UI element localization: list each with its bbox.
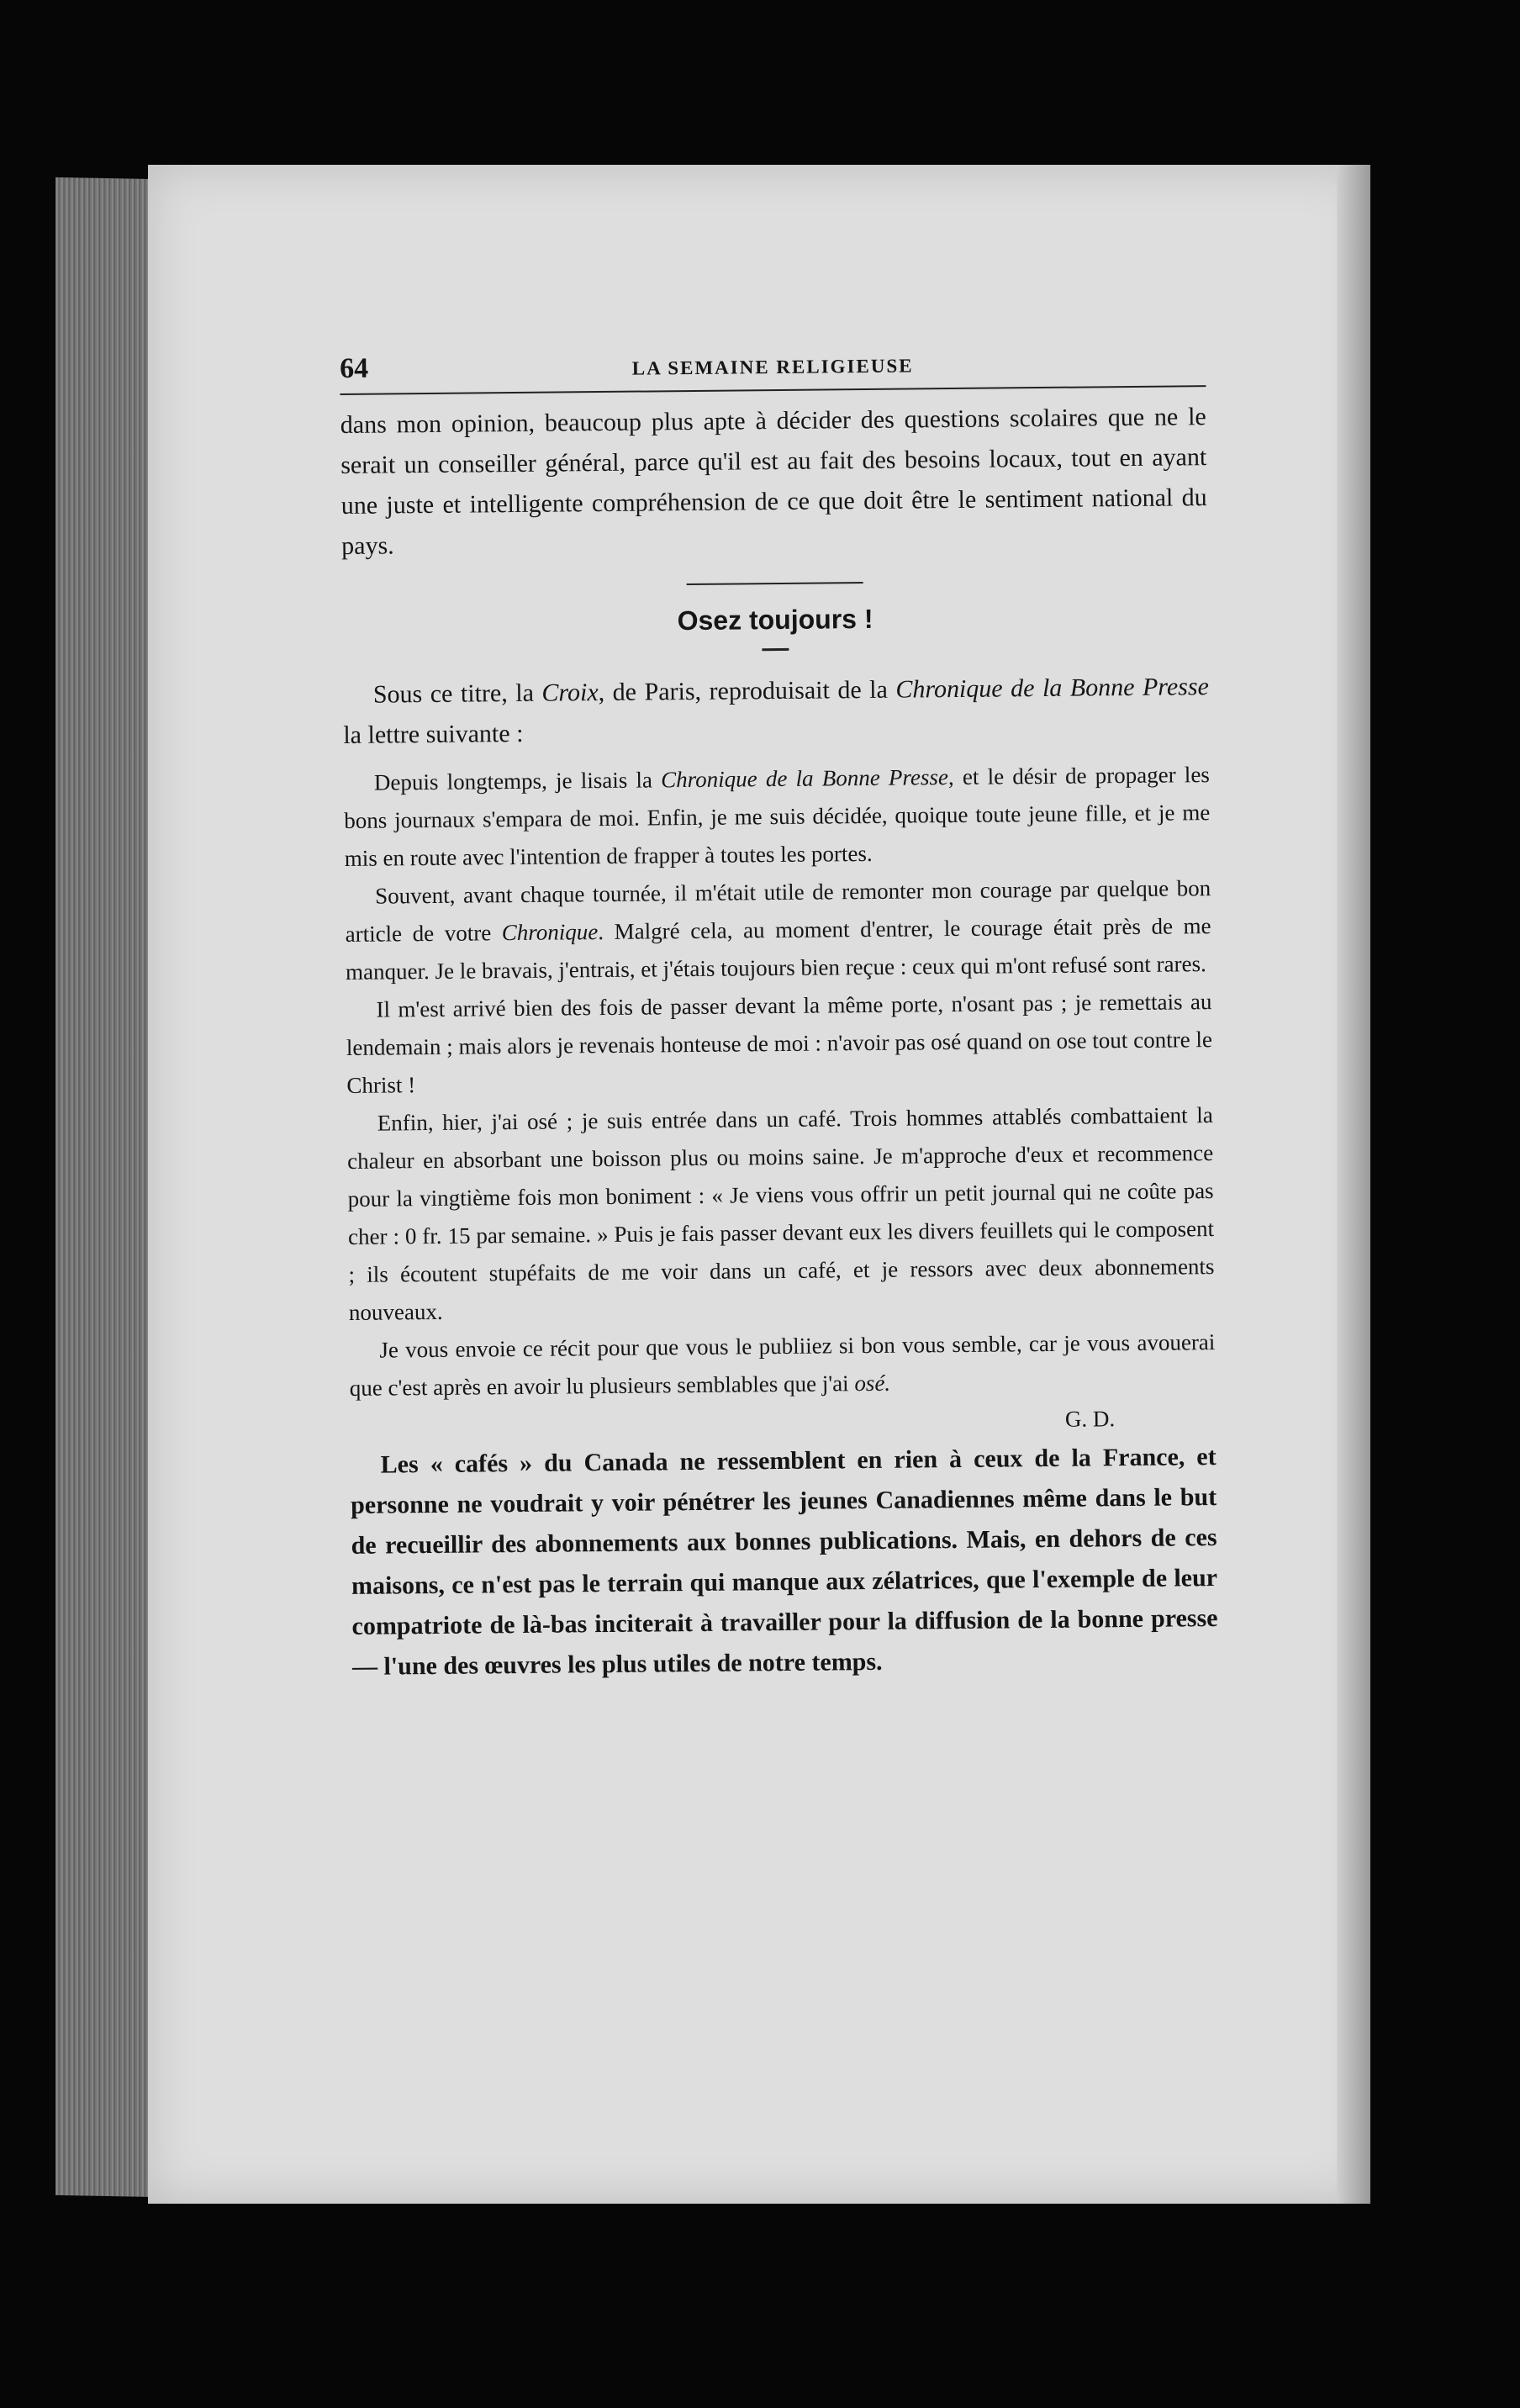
intro-text: la lettre suivante : (343, 719, 524, 749)
letter-text: Je vous envoie ce récit pour que vous le publiiez si bon vous semble, car je vous avouerai que c'est après en avoir lu plusieurs semblables que j'ai (349, 1329, 1216, 1401)
page-content (340, 345, 1218, 1687)
page-number: 64 (340, 352, 369, 384)
intro-text: Sous ce titre, la (372, 679, 542, 709)
opening-paragraph: dans mon opinion, beaucoup plus apte à décider des questions scolaires que ne le serait un conseiller général, parce qu'il est au fait des besoins locaux, tout en ayant une juste et intelligente compréhension de ce que doit être le sentiment national du pays. (340, 403, 1207, 560)
letter-paragraph: Il m'est arrivé bien des fois de passer devant la même porte, n'osant pas ; je remettais au lendemain ; mais alors je revenais honteuse de moi : n'avoir pas osé quand on ose tout contre le Christ ! (346, 989, 1213, 1098)
closing-section (350, 1437, 1218, 1687)
letter-text: . Malgré cela, au moment d'entrer, le courage était près de me manquer. Je le bravais, j'entrais, et j'étais toujours bien reçue : ceux qui m'ont refusé sont rares. (345, 913, 1211, 985)
book-page-edges (55, 177, 158, 2197)
source-title: Croix (541, 679, 599, 707)
publication-title: Chronique (501, 919, 599, 946)
closing-paragraph: Les « cafés » du Canada ne ressemblent en rien à ceux de la France, et personne ne voudrait y voir pénétrer les jeunes Canadiennes même dans le but de recueillir des abonnements aux bonnes publications. Mais, en dehors de ces maisons, ce n'est pas le terrain qui manque aux zélatrices, que l'exemple de leur compatriote de là-bas inciterait à travailler pour la diffusion de la bonne presse — l'une des œuvres les plus utiles de notre temps. (350, 1443, 1218, 1681)
letter-paragraph (349, 1323, 1216, 1407)
section-title: Osez toujours ! (677, 603, 873, 636)
letter-signature: G. D. (1064, 1406, 1116, 1432)
letter-text: Depuis longtemps, je lisais la (373, 767, 662, 795)
letter-paragraph: Enfin, hier, j'ai osé ; je suis entrée dans un café. Trois hommes attablés combattaient la chaleur en absorbant une boisson plus ou moins saine. Je m'approche d'eux et recommence pour la vingtième fois mon boniment : « Je viens vous offrir un petit journal qui ne coûte pas cher : 0 fr. 15 par semaine. » Puis je fais passer devant eux les divers feuillets qui le composent ; ils écoutent stupéfaits de me voir dans un café, et je ressors avec deux abonnements nouveaux. (347, 1102, 1215, 1325)
running-head: LA SEMAINE RELIGIEUSE (631, 355, 914, 379)
publication-title: Chronique de la Bonne Presse (895, 673, 1210, 704)
title-divider (762, 648, 789, 651)
page-header (340, 345, 1206, 395)
quoted-letter (344, 756, 1217, 1445)
publication-title: Chronique de la Bonne Presse (661, 764, 949, 793)
page-right-edge (1337, 165, 1370, 2204)
letter-paragraph (345, 869, 1211, 991)
section-divider (687, 582, 863, 585)
letter-text: Souvent, avant chaque tournée, il m'était utile de remonter mon courage par quelque bon article de votre (345, 875, 1211, 947)
letter-text: , et le désir de propager les bons journaux s'empara de moi. Enfin, je me suis décidée, quoique toute jeune fille, et je me mis en route avec l'intention de frapper à toutes les portes. (344, 762, 1211, 871)
letter-paragraph (344, 756, 1211, 878)
intro-text: , de Paris, reproduisait de la (598, 675, 896, 707)
emphasized-word: osé. (854, 1370, 891, 1397)
intro-paragraph (343, 667, 1210, 756)
